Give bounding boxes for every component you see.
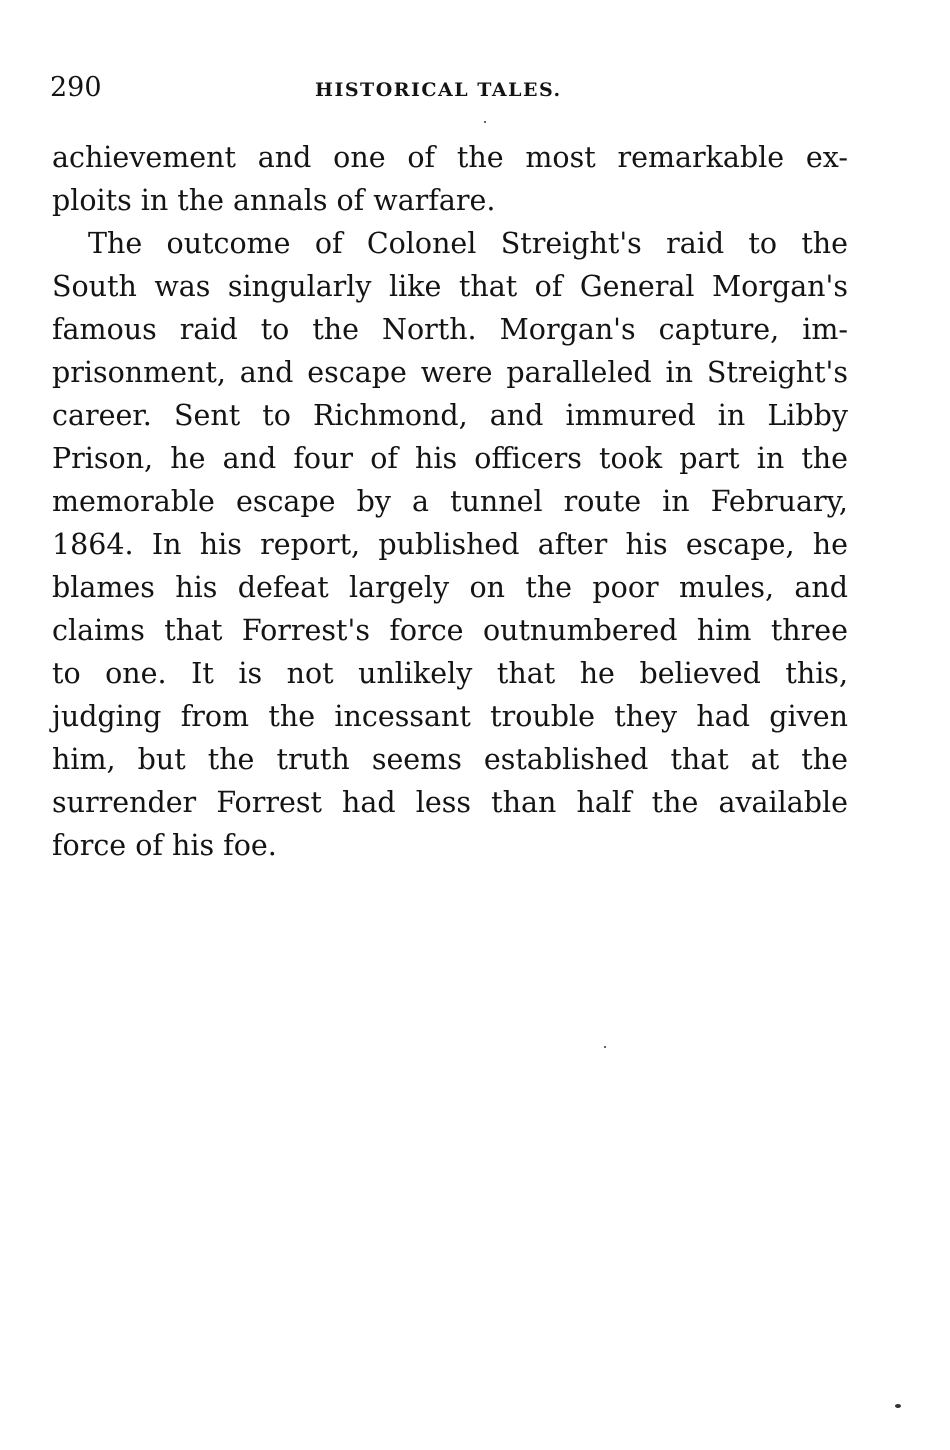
text-line: memorable escape by a tunnel route in February, [52, 485, 848, 518]
scan-speck [895, 1404, 901, 1408]
body-text [52, 136, 848, 867]
text-line: force of his foe. [52, 829, 277, 862]
text-line: achievement and one of the most remarkable ex- [52, 141, 848, 174]
scan-speck [604, 1046, 606, 1048]
text-line: South was singularly like that of General Morgan's [52, 270, 848, 303]
scan-speck [484, 121, 486, 123]
text-line: to one. It is not unlikely that he believed this, [52, 657, 848, 690]
page-header [50, 70, 850, 106]
page-number: 290 [50, 72, 102, 103]
text-line: blames his defeat largely on the poor mules, and [52, 571, 848, 604]
text-line: Prison, he and four of his officers took part in the [52, 442, 848, 475]
text-line: 1864. In his report, published after his escape, he [52, 528, 848, 561]
running-head: HISTORICAL TALES. [315, 79, 562, 101]
text-line: claims that Forrest's force outnumbered him three [52, 614, 848, 647]
text-line: prisonment, and escape were paralleled in Streight's [52, 356, 848, 389]
text-line: ploits in the annals of warfare. [52, 184, 496, 217]
text-line: career. Sent to Richmond, and immured in Libby [52, 399, 848, 432]
text-line: The outcome of Colonel Streight's raid to the [88, 227, 848, 260]
text-line: surrender Forrest had less than half the available [52, 786, 848, 819]
text-line: judging from the incessant trouble they had given [52, 700, 848, 733]
text-line: him, but the truth seems established that at the [52, 743, 848, 776]
text-line: famous raid to the North. Morgan's capture, im- [52, 313, 848, 346]
